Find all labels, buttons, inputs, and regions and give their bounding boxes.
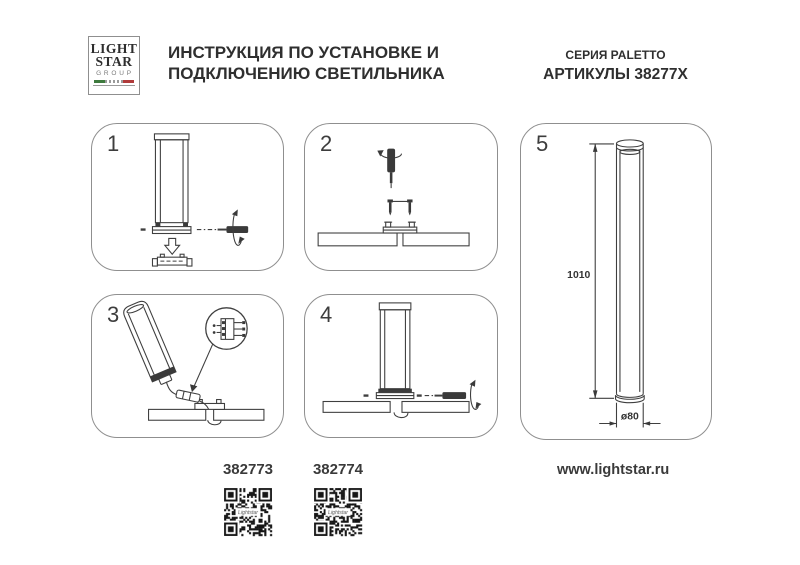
articles-label: АРТИКУЛЫ 38277X <box>543 66 688 83</box>
screwdriver-icon <box>197 226 248 233</box>
height-value: 1010 <box>567 270 591 282</box>
article-number-2: 382774 <box>312 461 364 478</box>
website-url: www.lightstar.ru <box>557 462 670 478</box>
diameter-dimension <box>599 403 660 428</box>
screwdriver-icon <box>417 392 466 399</box>
step-3-number: 3 <box>107 302 120 327</box>
flag-red <box>123 80 134 83</box>
lamp-column <box>152 134 190 234</box>
screwdriver-icon <box>377 149 401 188</box>
flag-middle <box>105 80 123 83</box>
lamp-column <box>616 140 645 403</box>
logo-text-light: LIGHT <box>90 41 138 56</box>
logo-underline <box>93 85 135 86</box>
step-4-drawing <box>305 295 497 437</box>
qr-code-1 <box>222 486 274 538</box>
step-4-panel <box>304 294 498 438</box>
down-arrow-icon <box>165 238 180 254</box>
step-5-drawing <box>521 124 711 439</box>
logo-flag <box>94 80 134 83</box>
step-5-panel <box>520 123 712 440</box>
base-plate <box>383 222 417 233</box>
diameter-value: ø80 <box>620 411 639 423</box>
title-line-2: ПОДКЛЮЧЕНИЮ СВЕТИЛЬНИКА <box>168 64 445 83</box>
cable-loop <box>394 412 408 417</box>
flag-green <box>94 80 105 83</box>
height-dimension <box>567 143 614 398</box>
page-title <box>168 42 445 84</box>
qr-code-2 <box>312 486 364 538</box>
lamp-column <box>376 303 413 399</box>
base-plate <box>152 254 191 266</box>
mounting-bracket <box>387 199 412 215</box>
step-4-number: 4 <box>320 302 333 327</box>
series-header <box>525 48 706 84</box>
ground <box>323 402 469 413</box>
article-number-1: 382773 <box>222 461 274 478</box>
rotation-arrow-icon <box>470 380 482 410</box>
lamp-column <box>122 299 179 387</box>
step-3-drawing <box>92 295 283 437</box>
step-1-number: 1 <box>107 131 120 156</box>
step-5-number: 5 <box>536 131 549 156</box>
logo-text-star: STAR <box>95 54 133 69</box>
series-label: СЕРИЯ PALETTO <box>565 48 666 62</box>
step-1-drawing <box>92 124 283 270</box>
lightstar-logo <box>88 36 140 95</box>
ground <box>318 233 469 246</box>
title-line-1: ИНСТРУКЦИЯ ПО УСТАНОВКЕ И <box>168 43 439 62</box>
step-1-panel <box>91 123 284 271</box>
magnifier-detail <box>190 308 247 392</box>
step-2-number: 2 <box>320 131 333 156</box>
step-2-panel <box>304 123 498 271</box>
ground <box>149 409 264 420</box>
logo-text-group: GROUP <box>96 70 134 77</box>
cable-loop <box>208 420 221 425</box>
step-3-panel <box>91 294 284 438</box>
step-2-drawing <box>305 124 497 270</box>
